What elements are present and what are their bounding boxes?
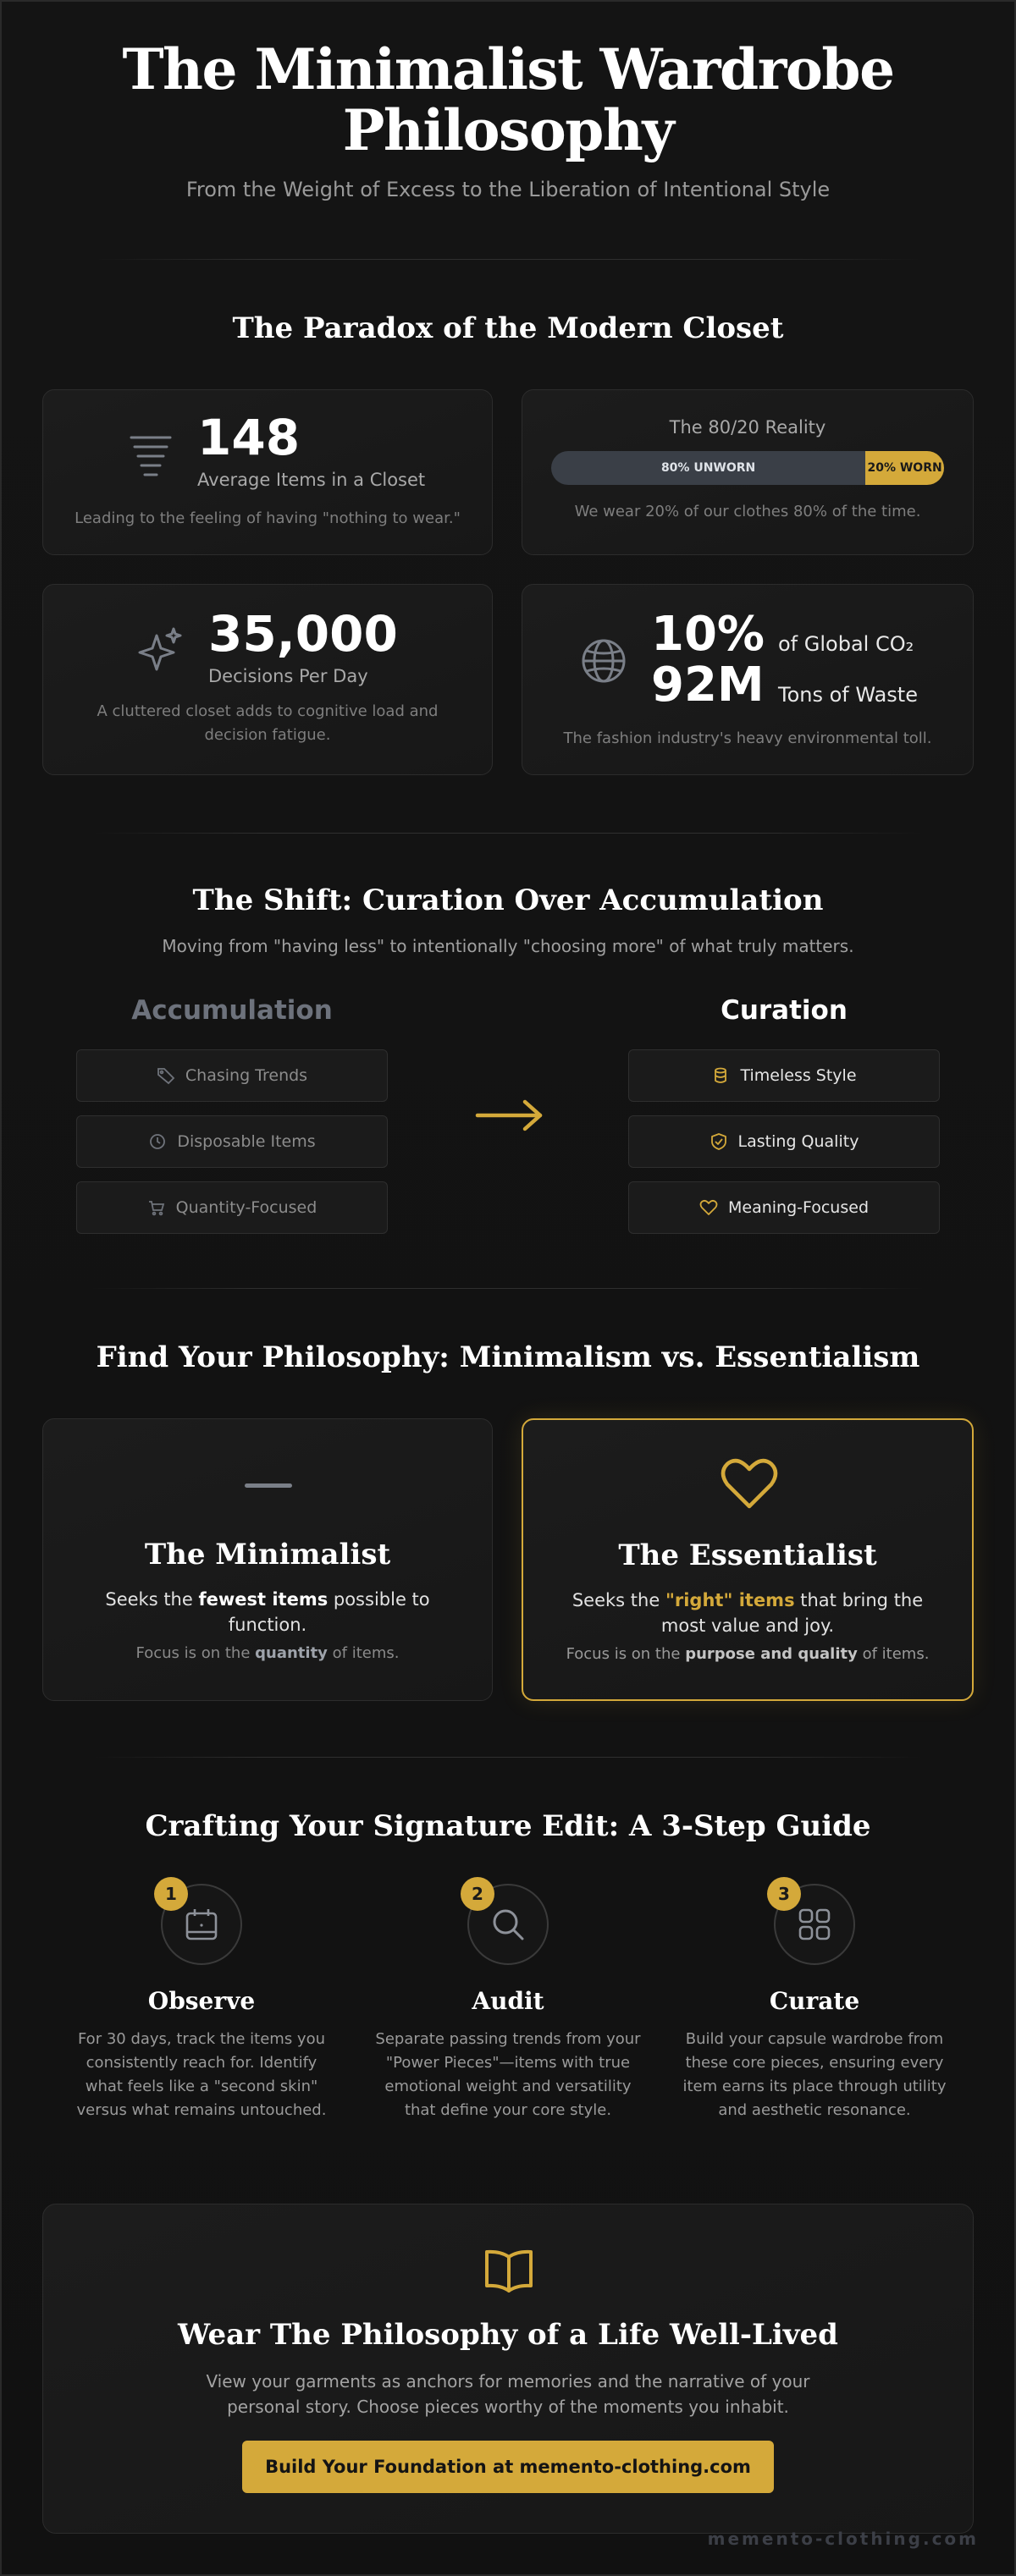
items-stat-label: Average Items in a Closet [197, 470, 426, 490]
decisions-desc: A cluttered closet adds to cognitive load and decision fatigue. [97, 702, 439, 744]
reality-desc: We wear 20% of our clothes 80% of the time. [574, 503, 921, 520]
step-description: Separate passing trends from your "Power Pieces"—items with true emotional weight and versatility that define your core style. [375, 2030, 641, 2119]
curation-item: Lasting Quality [628, 1115, 940, 1168]
items-stat-value: 148 [197, 409, 301, 466]
guide-title: Crafting Your Signature Edit: A 3-Step Guide [145, 1809, 871, 1843]
book-icon [483, 2248, 534, 2293]
lines-icon [128, 432, 174, 478]
minus-icon [245, 1483, 292, 1488]
accumulation-heading: Accumulation [131, 995, 333, 1026]
essentialist-focus: Focus is on the purpose and quality of items. [566, 1645, 930, 1663]
search-icon [490, 1907, 526, 1942]
unworn-segment: 80% UNWORN [551, 451, 865, 485]
watermark: memento-clothing.com [707, 2529, 979, 2549]
divider [93, 1288, 923, 1289]
minimalist-description: Seeks the fewest items possible to function. [105, 1589, 430, 1635]
page-subtitle: From the Weight of Excess to the Liberation of Intentional Style [185, 178, 831, 201]
step-description: For 30 days, track the items you consistently reach for. Identify what feels like a "second skin" versus what remains untouched. [76, 2030, 327, 2119]
environment-desc: The fashion industry's heavy environmental toll. [563, 729, 932, 747]
clock-icon [148, 1132, 167, 1151]
accumulation-item: Quantity-Focused [76, 1181, 388, 1234]
environment-card [522, 584, 974, 775]
unworn-worn-bar [551, 451, 944, 485]
database-icon [711, 1066, 730, 1085]
shift-subtitle: Moving from "having less" to intentionally "choosing more" of what truly matters. [162, 936, 854, 956]
reality-title: The 80/20 Reality [669, 417, 826, 438]
step-number: 1 [154, 1877, 188, 1911]
curation-item: Timeless Style [628, 1049, 940, 1102]
tag-icon [157, 1066, 175, 1085]
step-description: Build your capsule wardrobe from these core pieces, ensuring every item earns its place through utility and aesthetic resonance. [682, 2030, 947, 2119]
curation-heading: Curation [721, 995, 848, 1026]
cta-button[interactable]: Build Your Foundation at memento-clothing.com [242, 2441, 774, 2493]
divider [93, 1757, 923, 1758]
waste-value: 92M [651, 658, 765, 713]
cta-title: Wear The Philosophy of a Life Well-Lived [178, 2318, 838, 2352]
minimalist-focus: Focus is on the quantity of items. [135, 1644, 400, 1662]
minimalist-title: The Minimalist [144, 1538, 391, 1571]
decisions-value: 35,000 [208, 605, 398, 663]
cart-icon [147, 1198, 166, 1217]
essentialist-description: Seeks the "right" items that bring the most value and joy. [572, 1590, 924, 1636]
waste-label: Tons of Waste [778, 683, 918, 707]
step-title: Audit [472, 1987, 544, 2015]
decisions-label: Decisions Per Day [208, 666, 368, 686]
heart-icon [721, 1457, 778, 1510]
shield-check-icon [710, 1132, 728, 1151]
essentialist-card [522, 1418, 974, 1701]
calendar-icon [184, 1907, 219, 1942]
paradox-title: The Paradox of the Modern Closet [232, 311, 784, 345]
curation-item: Meaning-Focused [628, 1181, 940, 1234]
items-stat-card [42, 389, 493, 555]
accumulation-item: Disposable Items [76, 1115, 388, 1168]
worn-segment: 20% WORN [865, 451, 944, 485]
minimalist-card [42, 1418, 493, 1701]
philosophy-title: Find Your Philosophy: Minimalism vs. Essentialism [96, 1340, 920, 1374]
globe-icon [580, 637, 627, 685]
step-title: Observe [147, 1987, 256, 2015]
cta-description: View your garments as anchors for memories and the narrative of your personal story. Choose pieces worthy of the moments you inhabit. [206, 2371, 810, 2417]
grid-icon [797, 1907, 832, 1942]
decisions-card [42, 584, 493, 775]
co2-value: 10% [651, 607, 765, 662]
co2-label: of Global CO₂ [778, 632, 914, 656]
step-number: 2 [461, 1877, 494, 1911]
accumulation-item: Chasing Trends [76, 1049, 388, 1102]
essentialist-title: The Essentialist [618, 1538, 877, 1572]
items-stat-desc: Leading to the feeling of having "nothing to wear." [75, 509, 461, 527]
sparkles-icon [135, 625, 185, 676]
divider [93, 259, 923, 260]
arrow-right-icon [474, 1097, 545, 1134]
shift-title: The Shift: Curation Over Accumulation [192, 883, 824, 917]
reality-card [522, 389, 974, 555]
page-title: The Minimalist Wardrobe Philosophy [122, 36, 894, 163]
divider [93, 833, 923, 834]
step-title: Curate [769, 1987, 860, 2015]
heart-icon [699, 1198, 718, 1217]
step-number: 3 [767, 1877, 801, 1911]
